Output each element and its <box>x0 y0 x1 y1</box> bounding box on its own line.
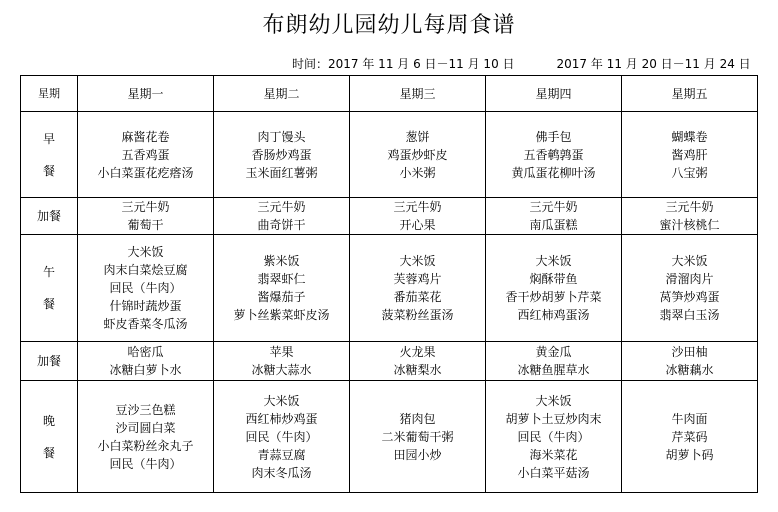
dish: 大米饭 <box>127 245 164 259</box>
dish: 酱爆茄子 <box>257 290 306 304</box>
date-range-first: 2017 年 11 月 6 日－11 月 10 日 <box>328 57 515 71</box>
header-row <box>21 76 758 112</box>
dish: 萝卜丝紫菜虾皮汤 <box>233 308 330 322</box>
menu-cell <box>350 198 486 235</box>
dish: 胡萝卜土豆炒肉末 <box>505 411 602 426</box>
dish: 三元牛奶 <box>665 200 714 214</box>
header-corner: 星期 <box>21 76 78 112</box>
dish: 南瓜蛋糕 <box>529 218 578 232</box>
menu-cell <box>622 235 758 342</box>
menu-cell <box>214 342 350 381</box>
menu-cell <box>622 381 758 493</box>
dish: 八宝粥 <box>671 165 708 180</box>
dish: 冰糖大蒜水 <box>251 363 312 377</box>
dish: 葱饼 <box>405 129 430 144</box>
meal-label <box>21 235 78 342</box>
dish: 大米饭 <box>399 254 436 268</box>
dish: 三元牛奶 <box>121 200 170 214</box>
dish: 芹菜码 <box>671 429 708 444</box>
dish: 鸡蛋炒虾皮 <box>387 147 448 162</box>
dish: 冰糖白萝卜水 <box>109 363 182 377</box>
dish: 麻酱花卷 <box>121 129 170 144</box>
menu-cell <box>350 235 486 342</box>
dish: 苹果 <box>269 345 294 359</box>
date-range-second: 2017 年 11 月 20 日－11 月 24 日 <box>556 57 751 71</box>
dish: 回民（牛肉） <box>109 456 182 471</box>
dish: 海米菜花 <box>529 447 578 462</box>
dish: 开心果 <box>399 218 436 232</box>
dish: 三元牛奶 <box>529 200 578 214</box>
dish: 紫米饭 <box>263 254 300 268</box>
meal-row-breakfast <box>21 112 758 198</box>
meal-label-char: 餐 <box>42 297 55 311</box>
dish: 虾皮香菜冬瓜汤 <box>103 317 188 331</box>
dish: 翡翠白玉汤 <box>659 308 720 322</box>
dish: 酱鸡肝 <box>671 147 708 162</box>
dish: 大米饭 <box>535 393 572 408</box>
dish: 牛肉面 <box>671 411 708 426</box>
dish: 莴笋炒鸡蛋 <box>659 290 720 304</box>
dish: 肉丁馒头 <box>257 129 306 144</box>
meal-label <box>21 112 78 198</box>
dish: 大米饭 <box>535 254 572 268</box>
menu-cell <box>622 112 758 198</box>
dish: 回民（牛肉） <box>245 429 318 444</box>
dish: 翡翠虾仁 <box>257 272 306 286</box>
date-range <box>292 55 751 72</box>
dish: 肉末白菜烩豆腐 <box>103 263 188 277</box>
meal-label-text: 加餐 <box>36 354 61 368</box>
meal-label-char: 早 <box>42 131 55 146</box>
dish: 冰糖梨水 <box>393 363 442 377</box>
page-title: 布朗幼儿园幼儿每周食谱 <box>262 13 516 38</box>
menu-cell <box>78 112 214 198</box>
weekly-menu-table <box>20 75 758 493</box>
dish: 黄瓜蛋花柳叶汤 <box>511 165 596 180</box>
dish: 焖酥带鱼 <box>529 272 578 286</box>
dish: 豆沙三色糕 <box>115 402 176 417</box>
dish: 番茄菜花 <box>393 290 442 304</box>
meal-label <box>21 381 78 493</box>
meal-label-char: 餐 <box>42 445 55 460</box>
header-day: 星期五 <box>622 76 758 112</box>
meal-label-char: 午 <box>42 265 55 279</box>
meal-label <box>21 198 78 235</box>
dish: 二米葡萄干粥 <box>381 429 454 444</box>
dish: 青蒜豆腐 <box>257 447 306 462</box>
dish: 小白菜蛋花疙瘩汤 <box>97 165 194 180</box>
dish: 蜜汁核桃仁 <box>659 218 720 232</box>
header-day: 星期四 <box>486 76 622 112</box>
dish: 大米饭 <box>263 393 300 408</box>
meal-row-snack-morning <box>21 198 758 235</box>
meal-label-text: 加餐 <box>36 209 61 223</box>
dish: 大米饭 <box>671 254 708 268</box>
header-day: 星期三 <box>350 76 486 112</box>
dish: 哈密瓜 <box>127 345 164 359</box>
dish: 肉末冬瓜汤 <box>251 465 312 480</box>
menu-cell <box>350 342 486 381</box>
meal-row-lunch <box>21 235 758 342</box>
dish: 西红柿鸡蛋汤 <box>517 308 590 322</box>
meal-row-dinner <box>21 381 758 493</box>
menu-cell <box>486 198 622 235</box>
dish: 小白菜平菇汤 <box>517 465 590 480</box>
meal-label-char: 晚 <box>42 413 55 428</box>
menu-cell <box>486 112 622 198</box>
menu-cell <box>78 235 214 342</box>
dish: 火龙果 <box>399 345 436 359</box>
dish: 菠菜粉丝蛋汤 <box>381 308 454 322</box>
dish: 五香鹌鹑蛋 <box>523 147 584 162</box>
dish: 胡萝卜码 <box>665 447 714 462</box>
menu-cell <box>78 342 214 381</box>
menu-cell <box>350 112 486 198</box>
dish: 沙田柚 <box>671 345 708 359</box>
menu-cell <box>78 381 214 493</box>
dish: 香肠炒鸡蛋 <box>251 147 312 162</box>
menu-cell <box>622 198 758 235</box>
dish: 小白菜粉丝汆丸子 <box>97 438 194 453</box>
dish: 冰糖藕水 <box>665 363 714 377</box>
menu-cell <box>486 235 622 342</box>
dish: 回民（牛肉） <box>517 429 590 444</box>
menu-cell <box>214 112 350 198</box>
dish: 小米粥 <box>399 165 436 180</box>
dish: 回民（牛肉） <box>109 281 182 295</box>
dish: 佛手包 <box>535 129 572 144</box>
dish: 玉米面红薯粥 <box>245 165 318 180</box>
dish: 三元牛奶 <box>393 200 442 214</box>
menu-cell <box>350 381 486 493</box>
meal-label-char: 餐 <box>42 163 55 178</box>
dish: 香干炒胡萝卜芹菜 <box>505 290 602 304</box>
dish: 黄金瓜 <box>535 345 572 359</box>
date-label: 时间： <box>292 57 329 71</box>
dish: 滑溜肉片 <box>665 272 714 286</box>
menu-cell <box>486 381 622 493</box>
header-day: 星期二 <box>214 76 350 112</box>
menu-cell <box>214 198 350 235</box>
dish: 五香鸡蛋 <box>121 147 170 162</box>
menu-cell <box>214 235 350 342</box>
dish: 猪肉包 <box>399 411 436 426</box>
meal-row-snack-afternoon <box>21 342 758 381</box>
dish: 蝴蝶卷 <box>671 129 708 144</box>
header-day: 星期一 <box>78 76 214 112</box>
dish: 冰糖鱼腥草水 <box>517 363 590 377</box>
menu-cell <box>486 342 622 381</box>
menu-cell <box>78 198 214 235</box>
dish: 三元牛奶 <box>257 200 306 214</box>
dish: 沙司圆白菜 <box>115 420 176 435</box>
dish: 芙蓉鸡片 <box>393 272 442 286</box>
menu-cell <box>622 342 758 381</box>
menu-cell <box>214 381 350 493</box>
dish: 曲奇饼干 <box>257 218 306 232</box>
dish: 葡萄干 <box>127 218 164 232</box>
dish: 田园小炒 <box>393 447 442 462</box>
dish: 西红柿炒鸡蛋 <box>245 411 318 426</box>
dish: 什锦时蔬炒蛋 <box>109 299 182 313</box>
meal-label <box>21 342 78 381</box>
